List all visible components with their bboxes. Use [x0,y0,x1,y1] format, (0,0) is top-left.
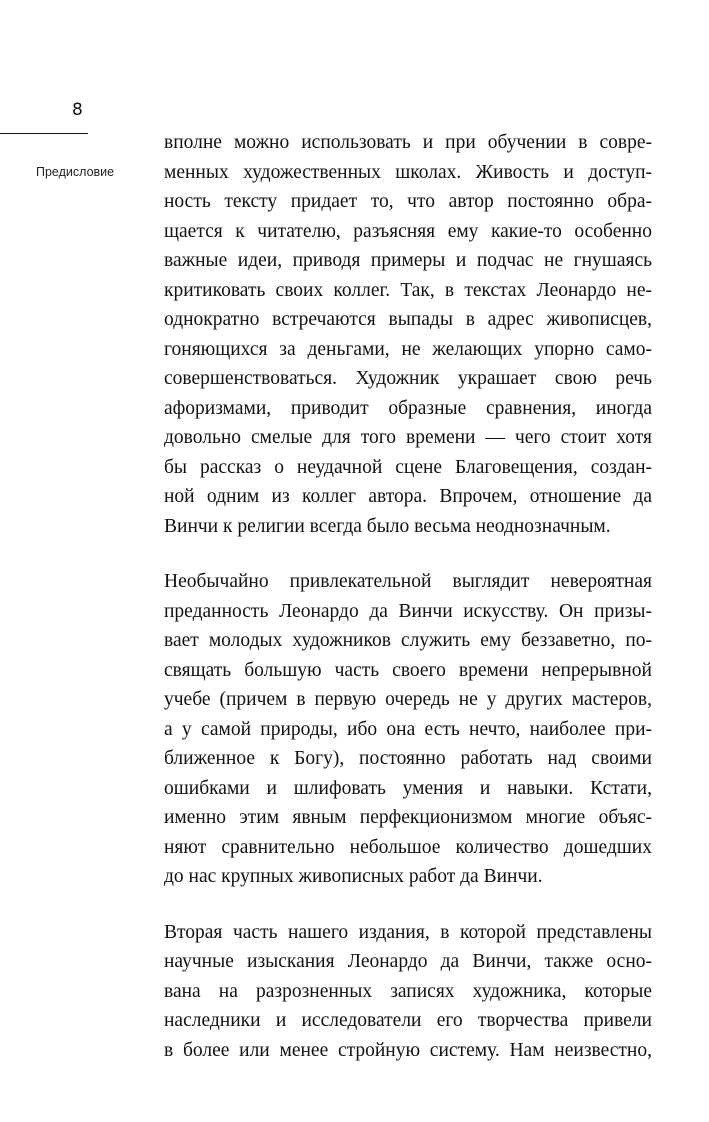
text-line: критиковать своих коллег. Так, в текстах Леонардо не- [164,279,652,301]
text-line: учебе (причем в первую очередь не у других мастеров, [164,689,652,710]
text-line: довольно смелые для того времени — чего стоит хотя [164,427,652,448]
text-line: совершенствоваться. Художник украшает свою речь [164,368,652,389]
text-line: бы рассказ о неудачной сцене Благовещения, создан- [164,456,652,478]
text-line: гоняющихся за деньгами, не желающих упорно само- [164,338,652,360]
text-line: однократно встречаются выпады в адрес живописцев, [164,309,652,330]
paragraph [164,918,652,1066]
paragraph [164,128,652,541]
paragraph [164,567,652,892]
text-line: а у самой природы, ибо она есть нечто, наиболее при- [164,718,652,740]
text-line: Вторая часть нашего издания, в которой представлены [164,921,652,943]
text-line: важные идеи, приводя примеры и подчас не гнушаясь [164,250,652,271]
running-section-title: Предисловие [36,165,115,179]
text-line: вполне можно использовать и при обучении в совре- [164,132,652,153]
text-line: наследники и исследователи его творчества привели [164,1010,652,1031]
page-number: 8 [72,100,83,120]
text-line: преданность Леонардо да Винчи искусству. Он призы- [164,600,652,622]
text-line: ной одним из коллег автора. Впрочем, отношение да [164,486,652,507]
text-line: няют сравнительно небольшое количество дошедших [164,836,652,858]
text-line: до нас крупных живописных работ да Винчи. [164,866,543,887]
text-line: афоризмами, приводит образные сравнения, иногда [164,397,652,419]
text-line: менных художественных школах. Живость и доступ- [164,161,652,183]
header-rule [0,133,88,134]
text-line: Необычайно привлекательной выглядит невероятная [164,571,652,592]
text-line: ближенное к Богу), постоянно работать над своими [164,748,652,769]
body-text [164,128,652,1091]
text-line: научные изыскания Леонардо да Винчи, также осно- [164,951,652,972]
text-line: Винчи к религии всегда было весьма неоднозначным. [164,515,611,537]
text-line: вает молодых художников служить ему беззаветно, по- [164,630,652,651]
text-line: вана на разрозненных записях художника, которые [164,980,652,1002]
text-line: ошибками и шлифовать умения и навыки. Кстати, [164,777,652,799]
text-line: щается к читателю, разъясняя ему какие-то особенно [164,220,652,242]
text-line: в более или менее стройную систему. Нам неизвестно, [164,1039,652,1061]
text-line: ность тексту придает то, что автор постоянно обра- [164,191,652,212]
text-line: именно этим явным перфекционизмом многие объяс- [164,807,652,828]
text-line: свящать большую часть своего времени непрерывной [164,659,652,681]
